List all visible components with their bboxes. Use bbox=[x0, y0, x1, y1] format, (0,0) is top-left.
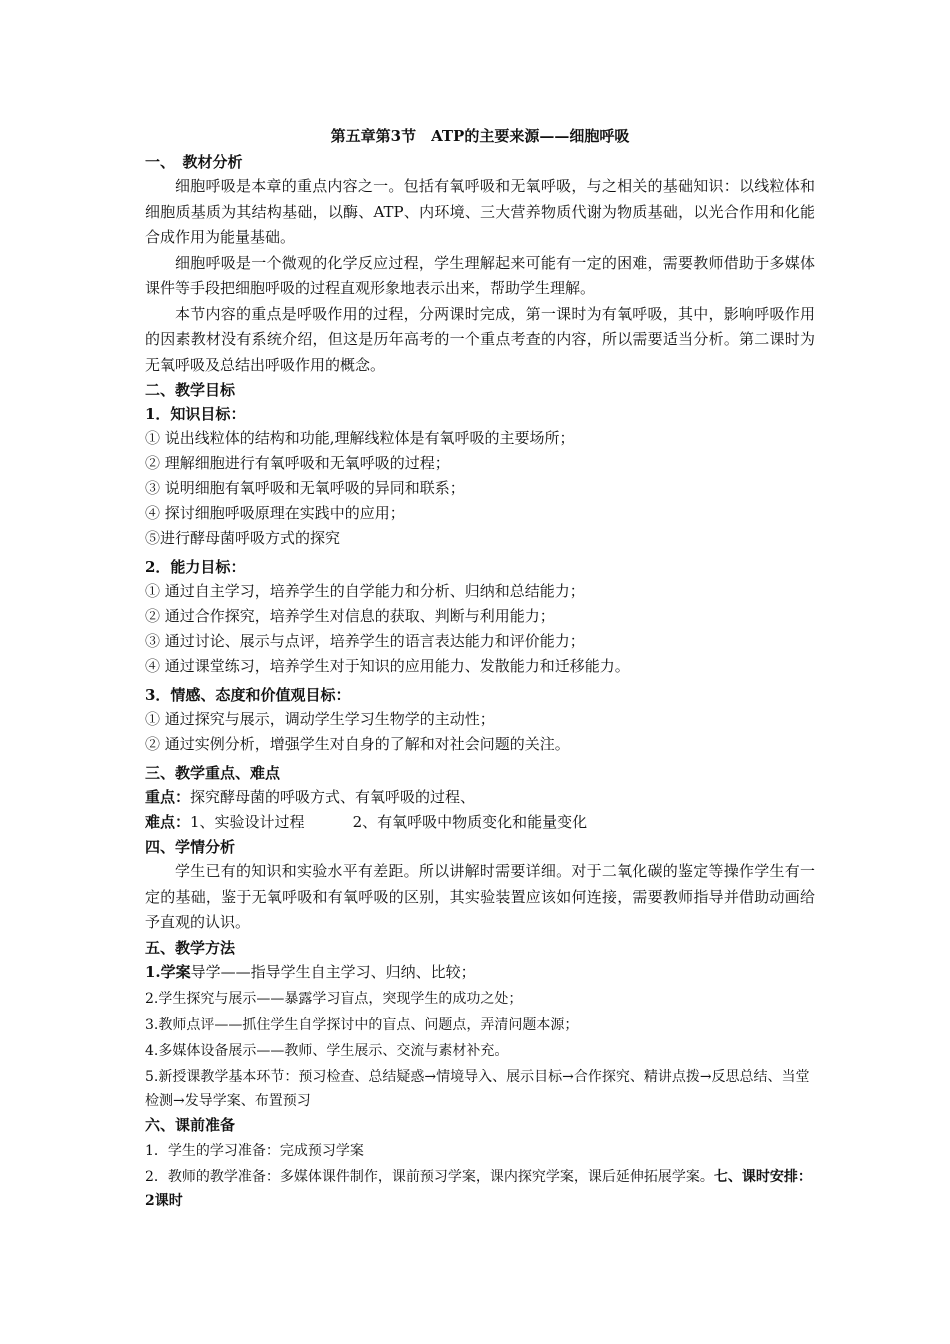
method-item-1-bold: 1.学案 bbox=[145, 962, 191, 981]
key-point-label: 重点： bbox=[145, 788, 191, 806]
prep-item bbox=[145, 1165, 815, 1213]
ability-goal-item: ① 通过自主学习，培养学生的自学能力和分析、归纳和总结能力； bbox=[145, 582, 585, 600]
section-4-paragraph: 学生已有的知识和实验水平有差距。所以讲解时需要详细。对于二氧化碳的鉴定等操作学生有一定的基础，鉴于无氧呼吸和有氧呼吸的区别，其实验装置应该如何连接，需要教师指导并借助动画给予直观的认识。 bbox=[145, 862, 815, 931]
section-1-paragraph: 细胞呼吸是本章的重点内容之一。包括有氧呼吸和无氧呼吸，与之相关的基础知识：以线粒体和细胞质基质为其结构基础，以酶、ATP、内环境、三大营养物质代谢为物质基础，以光合作用和化能合成作用为能量基础。 bbox=[145, 177, 815, 246]
section-2-heading: 二、教学目标 bbox=[145, 381, 236, 399]
method-item bbox=[145, 960, 815, 985]
difficulty-label: 难点： bbox=[145, 813, 191, 831]
ability-goal-item: ② 通过合作探究，培养学生对信息的获取、判断与利用能力； bbox=[145, 607, 555, 625]
emotion-goals-heading: 3．情感、态度和价值观目标： bbox=[145, 686, 351, 704]
difficulty-item-2: 2、有氧呼吸中物质变化和能量变化 bbox=[352, 813, 588, 831]
ability-goal-item: ④ 通过课堂练习，培养学生对于知识的应用能力、发散能力和迁移能力。 bbox=[145, 657, 630, 675]
knowledge-goals-heading: 1．知识目标： bbox=[145, 405, 246, 423]
method-item: 2.学生探究与展示——暴露学习盲点，突现学生的成功之处； bbox=[145, 990, 523, 1007]
knowledge-goal-item: ① 说出线粒体的结构和功能,理解线粒体是有氧呼吸的主要场所； bbox=[145, 429, 575, 447]
method-item: 3.教师点评——抓住学生自学探讨中的盲点、问题点，弄清问题本源； bbox=[145, 1016, 579, 1033]
key-point-line bbox=[145, 785, 815, 810]
prep-item-2-text: 2．教师的教学准备：多媒体课件制作，课前预习学案，课内探究学案，课后延伸拓展学案。 bbox=[145, 1168, 714, 1185]
prep-item: 1．学生的学习准备：完成预习学案 bbox=[145, 1142, 364, 1159]
method-item: 4.多媒体设备展示——教师、学生展示、交流与素材补充。 bbox=[145, 1042, 509, 1059]
method-item-1-rest: 导学——指导学生自主学习、归纳、比较； bbox=[190, 962, 476, 981]
emotion-goal-item: ① 通过探究与展示，调动学生学习生物学的主动性； bbox=[145, 710, 495, 728]
knowledge-goal-item: ③ 说明细胞有氧呼吸和无氧呼吸的异同和联系； bbox=[145, 479, 465, 497]
section-4-heading: 四、学情分析 bbox=[145, 838, 236, 856]
ability-goal-item: ③ 通过讨论、展示与点评，培养学生的语言表达能力和评价能力； bbox=[145, 632, 585, 650]
section-7-heading: 七、课时安排：2课时 bbox=[145, 1168, 812, 1209]
knowledge-goal-item: ④ 探讨细胞呼吸原理在实践中的应用； bbox=[145, 504, 405, 522]
section-3-heading: 三、教学重点、难点 bbox=[145, 764, 281, 782]
section-5-heading: 五、教学方法 bbox=[145, 938, 236, 957]
document-page bbox=[145, 124, 815, 1213]
difficulty-line bbox=[145, 810, 815, 835]
method-item: 5.新授课教学基本环节：预习检查、总结疑惑→情境导入、展示目标→合作探究、精讲点拨→反思总结、当堂检测→发导学案、布置预习 bbox=[145, 1068, 810, 1109]
knowledge-goal-item: ② 理解细胞进行有氧呼吸和无氧呼吸的过程； bbox=[145, 454, 450, 472]
section-6-heading: 六、课前准备 bbox=[145, 1115, 236, 1134]
section-1-paragraph: 本节内容的重点是呼吸作用的过程，分两课时完成，第一课时为有氧呼吸，其中，影响呼吸作用的因素教材没有系统介绍，但这是历年高考的一个重点考查的内容，所以需要适当分析。第二课时为无氧呼吸及总结出呼吸作用的概念。 bbox=[145, 304, 815, 374]
difficulty-item-1: 1、实验设计过程 bbox=[190, 813, 305, 831]
page-title: 第五章第3节 ATP的主要来源——细胞呼吸 bbox=[330, 127, 630, 145]
ability-goals-heading: 2．能力目标： bbox=[145, 558, 246, 576]
key-point-text: 探究酵母菌的呼吸方式、有氧呼吸的过程、 bbox=[190, 788, 476, 806]
section-1-paragraph: 细胞呼吸是一个微观的化学反应过程，学生理解起来可能有一定的困难，需要教师借助于多媒体课件等手段把细胞呼吸的过程直观形象地表示出来，帮助学生理解。 bbox=[145, 253, 815, 297]
knowledge-goal-item: ⑤进行酵母菌呼吸方式的探究 bbox=[145, 529, 341, 547]
emotion-goal-item: ② 通过实例分析，增强学生对自身的了解和对社会问题的关注。 bbox=[145, 735, 570, 753]
section-1-heading: 一、 教材分析 bbox=[145, 153, 243, 171]
